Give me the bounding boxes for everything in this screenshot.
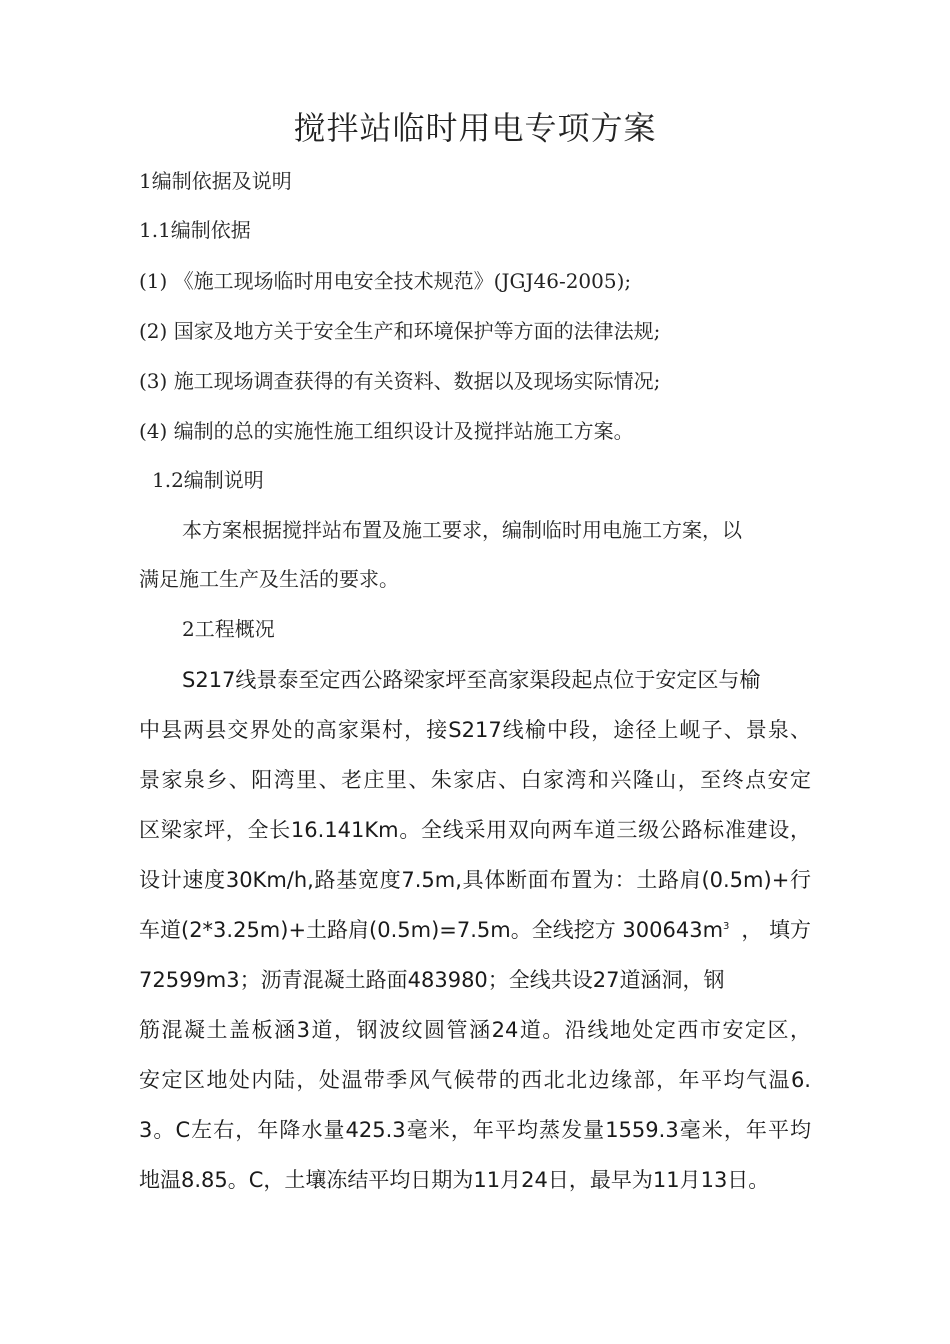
overview-line-4: 区梁家坪，全长16.141Km。全线采用双向两车道三级公路标准建设， [139, 818, 811, 842]
cubic-superscript: 3 [723, 921, 730, 932]
overview-line-9: 安定区地处内陆，处温带季风气候带的西北北边缘部，年平均气温6. [139, 1068, 811, 1092]
description-line-2: 满足施工生产及生活的要求。 [139, 567, 399, 591]
overview-line-6-tail: ， 填方 [741, 918, 811, 942]
description-line-1: 本方案根据搅拌站布置及施工要求，编制临时用电施工方案，以 [182, 518, 742, 542]
overview-line-11: 地温8.85。C，土壤冻结平均日期为11月24日，最早为11月13日。 [139, 1168, 770, 1192]
section-1-1-heading: 1.1编制依据 [139, 218, 251, 242]
overview-line-3: 景家泉乡、阳湾里、老庄里、朱家店、白家湾和兴隆山，至终点安定 [139, 768, 811, 792]
basis-item-2: (2) 国家及地方关于安全生产和环境保护等方面的法律法规; [139, 319, 661, 343]
overview-line-2: 中县两县交界处的高家渠村，接S217线榆中段，途径上岘子、景泉、 [139, 718, 811, 742]
overview-line-1: S217线景泰至定西公路梁家坪至高家渠段起点位于安定区与榆 [182, 668, 761, 692]
basis-item-4: (4) 编制的总的实施性施工组织设计及搅拌站施工方案。 [139, 419, 634, 443]
overview-line-8: 筋混凝土盖板涵3道，钢波纹圆管涵24道。沿线地处定西市安定区， [139, 1018, 811, 1042]
overview-line-6 [139, 915, 811, 945]
document-title: 搅拌站临时用电专项方案 [293, 109, 657, 147]
basis-item-3: (3) 施工现场调查获得的有关资料、数据以及现场实际情况; [139, 369, 661, 393]
overview-line-7: 72599m3；沥青混凝土路面483980；全线共设27道涵洞，钢 [139, 968, 725, 992]
section-2-heading: 2工程概况 [182, 617, 275, 641]
section-1-heading: 1编制依据及说明 [139, 169, 292, 193]
section-1-2-heading: 1.2编制说明 [152, 468, 264, 492]
overview-line-5: 设计速度30Km/h,路基宽度7.5m,具体断面布置为：土路肩(0.5m)+行 [139, 868, 811, 892]
overview-line-6-text: 车道(2*3.25m)+土路肩(0.5m)=7.5m。全线挖方 300643m [139, 918, 724, 942]
basis-item-1: (1) 《施工现场临时用电安全技术规范》(JGJ46-2005); [139, 269, 632, 293]
overview-line-10: 3。C左右，年降水量425.3毫米，年平均蒸发量1559.3毫米，年平均 [139, 1118, 811, 1142]
